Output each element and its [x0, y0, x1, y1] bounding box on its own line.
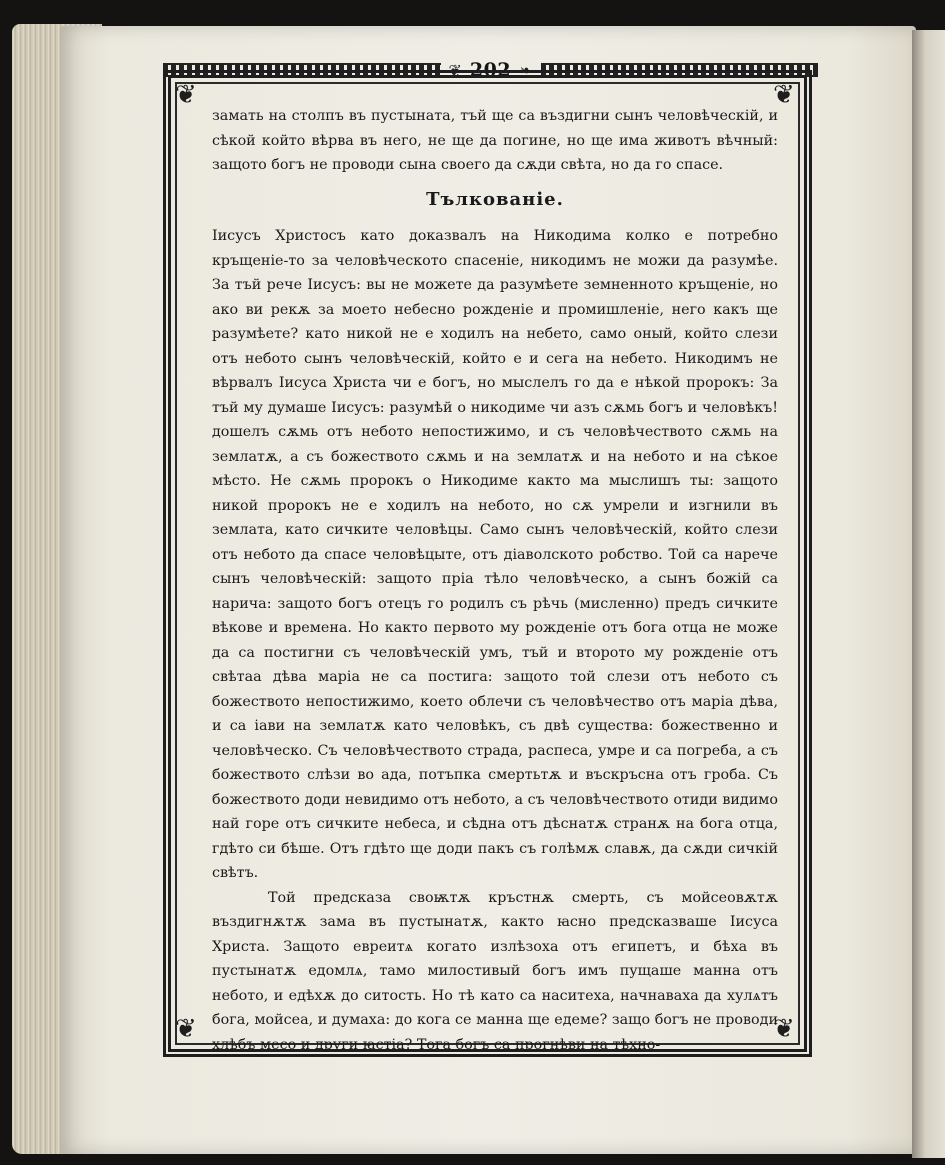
- corner-flourish-icon: ❦: [773, 1014, 795, 1044]
- adjacent-page-edge: [912, 30, 945, 1158]
- page-text: [212, 104, 778, 1057]
- corner-flourish-icon: ❦: [773, 80, 795, 110]
- ornament-right-icon: ❧: [519, 60, 533, 80]
- body-paragraph: Іисусъ Христосъ като доказвалъ на Никодима колко е потребно кръщеніе-то за человѣческото спасеніе, никодимъ не можи да разумѣе. За тъй рече Іисусъ: вы не можете да разумѣете земненното кръщеніе, но ако ви рекѫ за моето небесно рожденіе и промишленіе, него какъ ще разумѣете? като никой не е ходилъ на небето, само оный, който слези отъ небото сынъ человѣческій, който е и сега на небето. Никодимъ не вѣрвалъ Іисуса Христа чи е богъ, но мыслелъ го да е нѣкой пророкъ: За тъй му думаше Іисусъ: разумѣй о никодиме чи азъ сѫмь богъ и человѣкъ! дошелъ сѫмь отъ небото непостижимо, и съ человѣчеството сѫмь на землатѫ, а съ божеството сѫмь и на землатѫ и на небото и на сѣкое мѣсто. Не сѫмь пророкъ о Никодиме както ма мыслишъ ты: защото никой пророкъ не е ходилъ на небото, но сѫ умрели и изгнили въ землата, като сичките человѣцы. Само сынъ человѣческій, който слези отъ небото да спасе человѣцыте, отъ діаволското робство. Той са нарече сынъ человѣческій: защото пріа тѣло человѣческо, а сынъ божій са нарича: защото богъ отецъ го родилъ съ рѣчь (мисленно) предъ сичките вѣкове и времена. Но както первото му рожденіе отъ бога отца не може да са постигни съ человѣческій умъ, тъй и второто му рожденіе отъ свѣтаа дѣва маріа не са постига: защото той слези отъ небото съ божеството непостижимо, което облечи съ человѣчество отъ маріа дѣва, и са іави на землатѫ като человѣкъ, съ двѣ существа: божественно и человѣческо. Съ человѣчеството страда, распеса, умре и са погреба, а съ божеството слѣзи во ада, потъпка смертьтѫ и въскръсна отъ гроба. Съ божеството доди невидимо отъ небото, а съ человѣчеството отиди видимо най горе отъ сичките небеса, и сѣдна отъ дѣснатѫ странѫ на бога отца, гдѣто си бѣше. Отъ гдѣто ще доди пакъ съ голѣмѫ славѫ, да сѫди сичкій свѣтъ.: [212, 228, 778, 881]
- section-title: Тълкованіе.: [426, 188, 564, 210]
- body-paragraph: Той предсказа своѭтѫ кръстнѫ смерть, съ мойсеовѫтѫ въздигнѫтѫ зама въ пустынатѫ, както ꙗсно предсказваше Іисуса Христа. Защото евреитѧ когато излѣзоха отъ египетъ, и бѣха въ пустынатѫ едомлѧ, тамо милостивый богъ имъ пущаше манна отъ небото, и едѣхѫ до ситость. Но тѣ като са наситеха, начнаваха да хулѧтъ бога, мойсеа, и думаха: до кога се манна ще едеме? защо богъ не проводи хлѣбъ месо и други ꙗстіа? Тога богъ са прогнѣви на тѣхно-: [212, 889, 778, 1053]
- intro-paragraph: замать на столпъ въ пустыната, тъй ще са въздигни сынъ человѣческій, и сѣкой който вѣрва въ него, не ще да погине, но ще има животъ вѣчный: защото богъ не проводи сына своего да сѫди свѣта, но да го спасе.: [212, 108, 778, 173]
- corner-flourish-icon: ❦: [175, 80, 197, 110]
- page-number: 202: [469, 59, 512, 81]
- corner-flourish-icon: ❦: [175, 1014, 197, 1044]
- ornament-left-icon: ❦: [448, 60, 462, 80]
